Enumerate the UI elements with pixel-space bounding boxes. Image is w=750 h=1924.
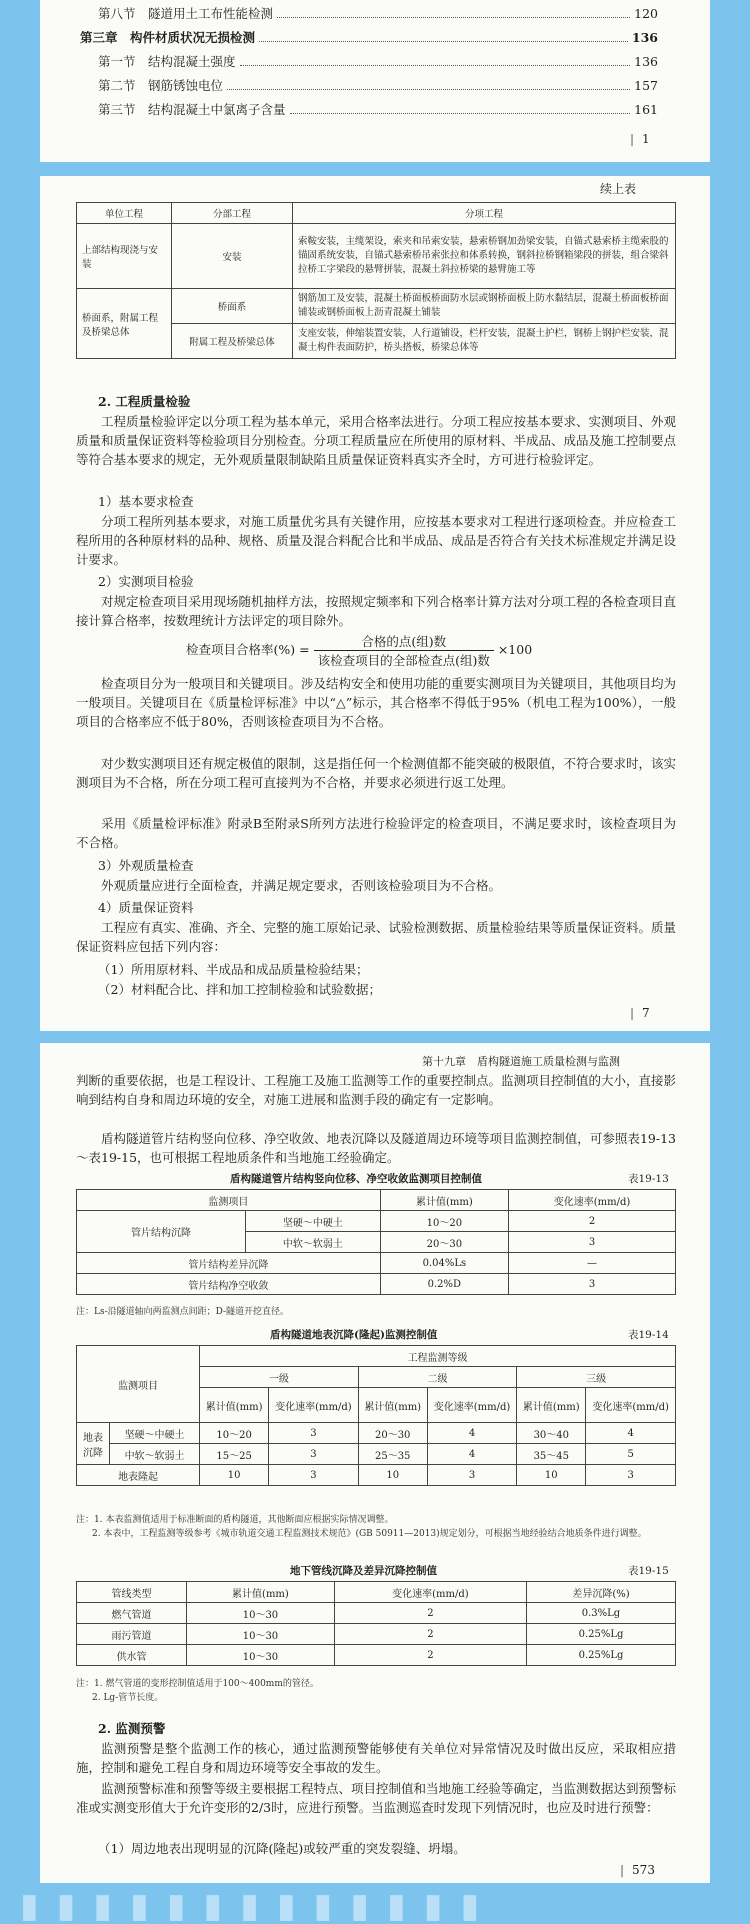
table-cell: 支座安装，伸缩装置安装，人行道铺设，栏杆安装，混凝土护栏，钢桥上钢护栏安装，混凝土构件表面防护，桥头搭板，桥梁总体等 bbox=[293, 324, 676, 359]
subsection-heading: 1）基本要求检查 bbox=[98, 494, 194, 509]
table-title: 盾构隧道管片结构竖向位移、净空收敛监测项目控制值 bbox=[230, 1173, 482, 1185]
table-header-row bbox=[77, 203, 676, 224]
table-row: 中软～软弱土 15～25 3 25～35 4 35～45 5 bbox=[77, 1444, 676, 1465]
table-row: 供水管 10～30 2 0.25%Lg bbox=[77, 1645, 676, 1666]
table-19-15 bbox=[76, 1581, 676, 1666]
pass-rate-formula: 检查项目合格率(%) = $\frac{\text{合格的点(组)数}}{\text{该检查项目的全部检查点(组)数}}$ ×100 bbox=[186, 634, 533, 668]
table-row: 管片结构沉降 坚硬～中硬土 10～20 2 bbox=[77, 1211, 676, 1232]
table-number: 表19-13 bbox=[628, 1173, 669, 1185]
table-19-14: 监测项目 工程监测等级 一级 二级 三级 累计值(mm) 变化速率(mm/d) 累计值(mm) 变化速率(mm/d) 累计值(mm) 变化速率(mm/d) 地表沉降 坚硬～中硬土 10～20 3 20～30 4 30～40 4 中软～软弱土 15～25 3 25～35 4 35～45 5 地表隆起 10 3 10 3 10 3 bbox=[76, 1345, 676, 1486]
subsection-heading: 4）质量保证资料 bbox=[98, 900, 194, 915]
page-number: | 7 bbox=[630, 1006, 650, 1020]
toc-page bbox=[40, 0, 710, 162]
paragraph: 检查项目分为一般项目和关键项目。涉及结构安全和使用功能的重要实测项目为关键项目，其他项目均为一般项目。关键项目在《质量检评标准》中以“△”标示，其合格率不得低于95%（机电工程为100%），一般项目的合格率应不低于80%，否则该检查项目为不合格。 bbox=[76, 676, 677, 729]
list-item: （1）所用原材料、半成品和成品质量检验结果； bbox=[98, 962, 369, 977]
table-cell: 钢筋加工及安装，混凝土桥面板桥面防水层或钢桥面板上防水黏结层，混凝土桥面板桥面铺装或钢桥面板上沥青混凝土铺装 bbox=[293, 289, 676, 324]
table-cell: 安装 bbox=[172, 224, 293, 289]
table-note: 注：1. 燃气管道的变形控制值适用于100～400mm的管径。 bbox=[76, 1679, 319, 1689]
page-number: | 573 bbox=[620, 1863, 655, 1877]
toc-chapter-entry[interactable]: 第三章 构件材质状况无损检测 136 bbox=[80, 30, 658, 45]
paragraph: 分项工程所列基本要求，对施工质量优劣具有关键作用，应按基本要求对工程进行逐项检查。并应检查工程所用的各种原材料的品种、规格、质量及混合料配合比和半成品、成品是否符合有关技术标准规定并满足设计要求。 bbox=[76, 514, 677, 567]
paragraph: 监测预警标准和预警等级主要根据工程特点、项目控制值和当地施工经验等确定，当监测数据达到预警标准或实测变形值大于允许变形的2/3时，应进行预警。当监测巡查时发现下列情况时，也应及时进行预警： bbox=[76, 1781, 677, 1815]
paragraph: 外观质量应进行全面检查，并满足规定要求，否则该检验项目为不合格。 bbox=[101, 878, 502, 893]
paragraph: 工程质量检验评定以分项工程为基本单元，采用合格率法进行。分项工程应按基本要求、实测项目、外观质量和质量保证资料等检验项目分别检查。分项工程质量应在所使用的原材料、半成品、成品及施工控制要点等符合基本要求的规定，无外观质量限制缺陷且质量保证资料真实齐全时，方可进行检验评定。 bbox=[76, 414, 677, 467]
table-cell: 桥面系，附属工程及桥梁总体 bbox=[77, 289, 172, 359]
table-row bbox=[77, 224, 676, 289]
table-header-row: 管线类型 累计值(mm) 变化速率(mm/d) 差异沉降(%) bbox=[77, 1582, 676, 1603]
project-division-table bbox=[76, 202, 676, 359]
paragraph: 采用《质量检评标准》附录B至附录S所列方法进行检验评定的检查项目，不满足要求时，该检查项目为不合格。 bbox=[76, 816, 676, 850]
background-decoration: ▮▮▮▮▮▮▮▮▮▮▮▮▮ bbox=[20, 1886, 498, 1924]
table-note: 注：1. 本表监测值适用于标准断面的盾构隧道，其他断面应根据实际情况调整。 bbox=[76, 1515, 394, 1525]
paragraph: 工程应有真实、准确、齐全、完整的施工原始记录、试验检测数据、质量检验结果等质量保证资料。质量保证资料应包括下列内容： bbox=[76, 920, 677, 954]
table-row: 中软～软弱土 20～30 3 bbox=[77, 1232, 676, 1253]
table-title: 地下管线沉降及差异沉降控制值 bbox=[290, 1565, 437, 1577]
table-note: 注：Ls-沿隧道轴向两监测点间距；D-隧道开挖直径。 bbox=[76, 1307, 290, 1317]
table-note: 2. Lg-管节长度。 bbox=[92, 1693, 164, 1703]
section-heading: 2. 工程质量检验 bbox=[98, 394, 191, 409]
table-row: 燃气管道 10～30 2 0.3%Lg bbox=[77, 1603, 676, 1624]
table-cell: 桥面系 bbox=[172, 289, 293, 324]
table-row: 地表沉降 坚硬～中硬土 10～20 3 20～30 4 30～40 4 bbox=[77, 1423, 676, 1444]
table-number: 表19-15 bbox=[628, 1565, 669, 1577]
table-header: 单位工程 bbox=[77, 203, 172, 224]
table-header-row: 监测项目 累计值(mm) 变化速率(mm/d) bbox=[77, 1190, 676, 1211]
table-header: 分部工程 bbox=[172, 203, 293, 224]
table-row bbox=[77, 289, 676, 324]
toc-entry[interactable]: 第三节 结构混凝土中氯离子含量 161 bbox=[98, 102, 658, 117]
page-number: | 1 bbox=[630, 132, 650, 146]
paragraph: 对少数实测项目还有规定极值的限制，这是指任何一个检测值都不能突破的极限值，不符合要求时，该实测项目为不合格，所在分项工程可直接判为不合格，并要求必须进行返工处理。 bbox=[76, 756, 677, 790]
table-row: 地表隆起 10 3 10 3 10 3 bbox=[77, 1465, 676, 1486]
table-cell: 附属工程及桥梁总体 bbox=[172, 324, 293, 359]
document-page bbox=[40, 1043, 710, 1883]
list-item: （2）材料配合比、拌和加工控制检验和试验数据； bbox=[98, 982, 381, 997]
table-row: 雨污管道 10～30 2 0.25%Lg bbox=[77, 1624, 676, 1645]
running-head: 第十九章 盾构隧道施工质量检测与监测 bbox=[422, 1055, 620, 1068]
paragraph: 盾构隧道管片结构竖向位移、净空收敛、地表沉降以及隧道周边环境等项目监测控制值，可参照表19-13～表19-15，也可根据工程地质条件和当地施工经验确定。 bbox=[76, 1131, 676, 1165]
subsection-heading: 3）外观质量检查 bbox=[98, 858, 194, 873]
table-19-13 bbox=[76, 1189, 676, 1295]
section-heading: 2. 监测预警 bbox=[98, 1721, 166, 1736]
table-cell: 上部结构现浇与安装 bbox=[77, 224, 172, 289]
table-header: 分项工程 bbox=[293, 203, 676, 224]
continued-label: 续上表 bbox=[600, 182, 637, 196]
toc-entry[interactable]: 第八节 隧道用土工布性能检测 120 bbox=[98, 6, 658, 21]
paragraph: 监测预警是整个监测工作的核心，通过监测预警能够使有关单位对异常情况及时做出反应，采取相应措施，控制和避免工程自身和周边环境等安全事故的发生。 bbox=[76, 1741, 676, 1775]
document-page bbox=[40, 176, 710, 1031]
table-note: 2. 本表中，工程监测等级参考《城市轨道交通工程监测技术规范》(GB 50911—2013)规定划分，可根据当地经验结合地质条件进行调整。 bbox=[92, 1529, 647, 1539]
subsection-heading: 2）实测项目检验 bbox=[98, 574, 194, 589]
list-item: （1）周边地表出现明显的沉降(隆起)或较严重的突发裂缝、坍塌。 bbox=[98, 1841, 466, 1856]
table-cell: 索鞍安装，主缆架设，索夹和吊索安装，悬索桥钢加劲梁安装，自锚式悬索桥主缆索股的锚固系统安装，自锚式悬索桥吊索张拉和体系转换，钢斜拉桥钢箱梁段的拼装，组合梁斜拉桥工字梁段的悬臂拼装，混凝土斜拉桥梁的悬臂施工等 bbox=[293, 224, 676, 289]
table-title: 盾构隧道地表沉降(隆起)监测控制值 bbox=[270, 1329, 438, 1341]
table-number: 表19-14 bbox=[628, 1329, 669, 1341]
paragraph: 对规定检查项目采用现场随机抽样方法，按照规定频率和下列合格率计算方法对分项工程的各检查项目直接计算合格率，按数理统计方法评定的项目除外。 bbox=[76, 594, 677, 628]
table-row: 管片结构差异沉降 0.04%Ls — bbox=[77, 1253, 676, 1274]
toc-entry[interactable]: 第二节 钢筋锈蚀电位 157 bbox=[98, 78, 658, 93]
table-row: 管片结构净空收敛 0.2%D 3 bbox=[77, 1274, 676, 1295]
toc-entry[interactable]: 第一节 结构混凝土强度 136 bbox=[98, 54, 658, 69]
paragraph: 判断的重要依据，也是工程设计、工程施工及施工监测等工作的重要控制点。监测项目控制值的大小，直接影响到结构自身和周边环境的安全，对施工进展和监测手段的确定有一定影响。 bbox=[76, 1073, 677, 1107]
